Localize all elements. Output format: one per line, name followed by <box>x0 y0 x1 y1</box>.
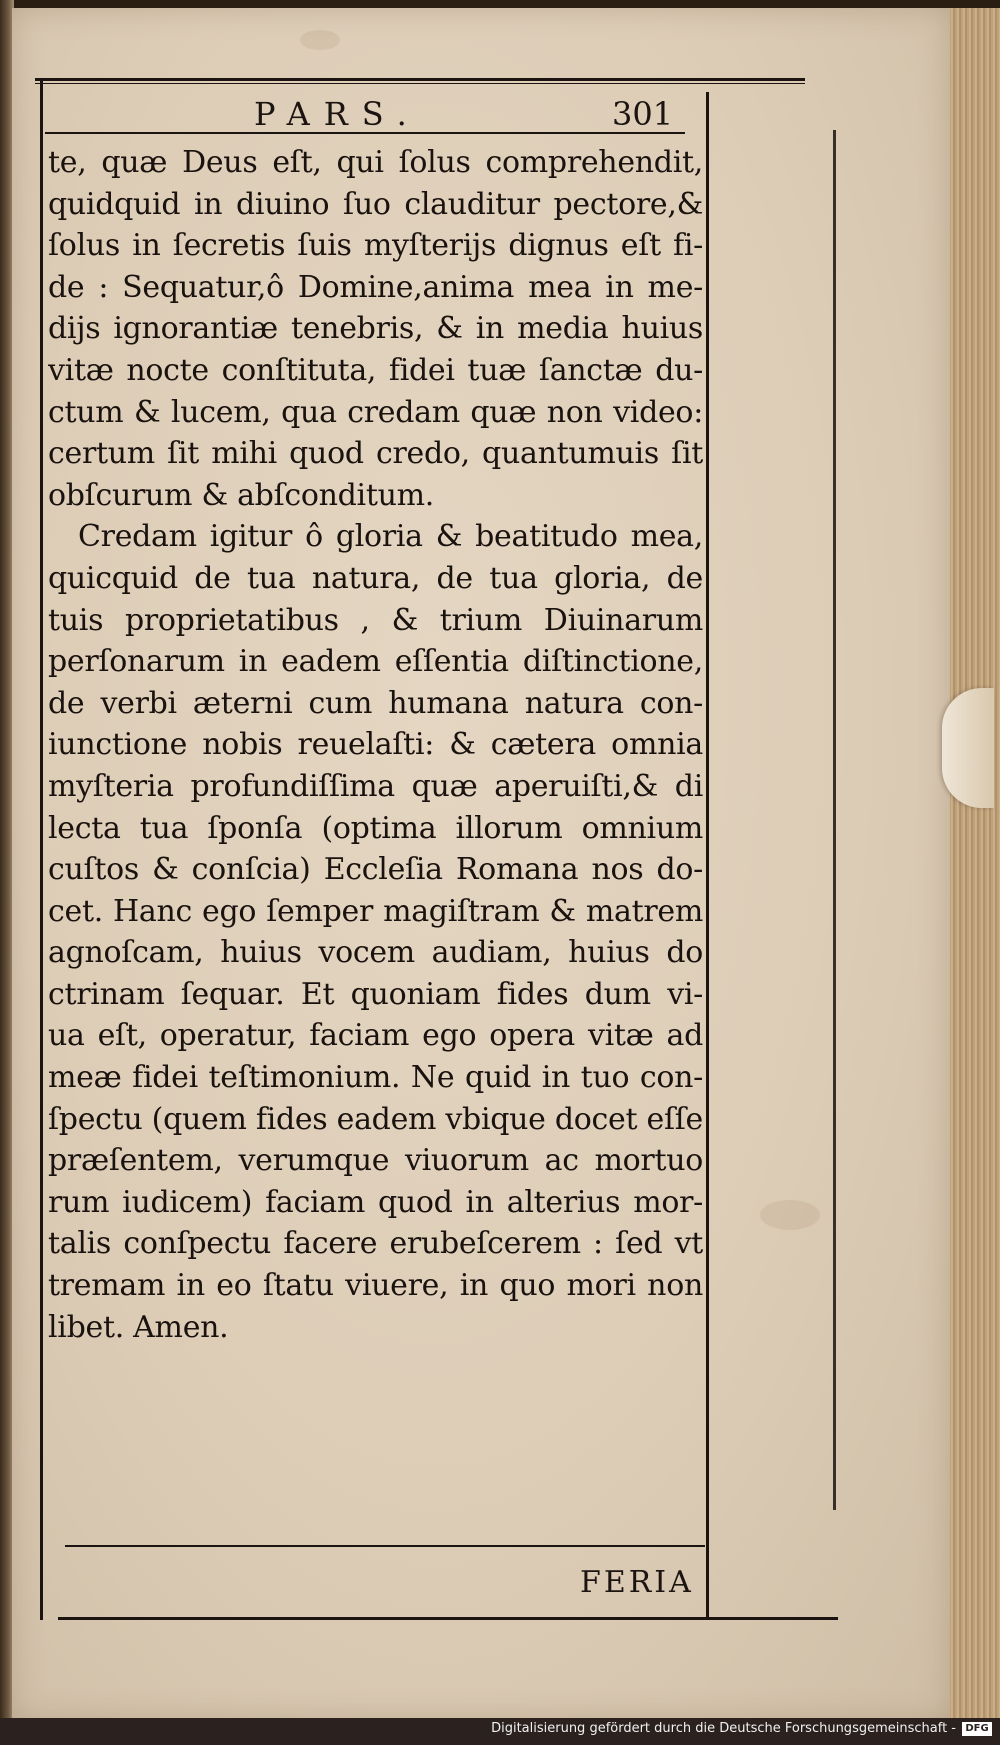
text-line: præſentem, verumque viuorum ac mortuo <box>48 1143 703 1179</box>
body-text <box>48 142 703 1348</box>
text-line: de : Sequatur,ô Domine,anima mea in me- <box>48 269 703 305</box>
text-line: ſpectu (quem fides eadem vbique docet eſſe <box>48 1101 703 1137</box>
text-line: dijs ignorantiæ tenebris, & in media huius <box>48 311 703 347</box>
running-head: PARS. <box>254 95 421 133</box>
frame-inner-bottom-rule <box>65 1545 705 1547</box>
text-line: vitæ nocte conſtituta, fidei tuæ ſanctæ du- <box>48 352 703 388</box>
paper-stain <box>300 30 340 50</box>
text-line: Credam igitur ô gloria & beatitudo mea, <box>78 519 703 555</box>
page-number: 301 <box>612 95 674 133</box>
text-line: quicquid de tua natura, de tua gloria, de <box>48 560 703 596</box>
text-line: talis conſpectu facere erubeſcerem : ſed vt <box>48 1226 703 1262</box>
text-line: agnoſcam, huius vocem audiam, huius do <box>48 935 703 971</box>
frame-top-rule <box>35 78 805 81</box>
page-stack-edge <box>950 8 1000 1720</box>
text-line: lecta tua ſponſa (optima illorum omnium <box>48 810 703 846</box>
catchword: FERIA <box>580 1565 694 1600</box>
text-line: ſolus in ſecretis ſuis myſterijs dignus eſt fi- <box>48 228 703 264</box>
text-line: de verbi æterni cum humana natura con- <box>48 685 703 721</box>
text-line: meæ fidei teſtimonium. Ne quid in tuo con- <box>48 1060 703 1096</box>
frame-top-inner-rule <box>35 83 805 84</box>
frame-right-rule <box>706 92 709 1620</box>
frame-bottom-rule <box>58 1617 838 1620</box>
paper-stain <box>760 1200 820 1230</box>
text-line: quidquid in diuino ſuo clauditur pectore,& <box>48 186 703 222</box>
text-line: cuſtos & conſcia) Eccleſia Romana nos do- <box>48 852 703 888</box>
digitization-credit: Digitalisierung gefördert durch die Deutsche Forschungsgemeinschaft - <box>491 1721 956 1736</box>
text-line: iunctione nobis reuelaſti: & cætera omnia <box>48 727 703 763</box>
text-line: certum ſit mihi quod credo, quantumuis ſit <box>48 436 703 472</box>
text-line: myſteria profundiſſima quæ aperuiſti,& di <box>48 768 703 804</box>
dfg-logo: DFG <box>962 1722 992 1736</box>
page-tab <box>942 688 994 808</box>
text-line: perſonarum in eadem eſſentia diſtinctione, <box>48 644 703 680</box>
text-line: rum iudicem) faciam quod in alterius mor- <box>48 1184 703 1220</box>
frame-left-rule <box>40 80 43 1620</box>
margin-bleed-line <box>833 130 836 1510</box>
text-line: te, quæ Deus eſt, qui ſolus comprehendit, <box>48 145 703 180</box>
text-line: tremam in eo ſtatu viuere, in quo mori non <box>48 1268 703 1304</box>
text-line: libet. Amen. <box>48 1309 229 1345</box>
text-line: obſcurum & abſconditum. <box>48 477 435 513</box>
text-line: ua eſt, operatur, faciam ego opera vitæ ad <box>48 1018 703 1054</box>
text-line: cet. Hanc ego ſemper magiſtram & matrem <box>48 893 703 929</box>
text-line: ctrinam ſequar. Et quoniam fides dum vi- <box>48 976 703 1012</box>
text-line: ctum & lucem, qua credam quæ non video: <box>48 394 703 430</box>
text-line: tuis proprietatibus , & trium Diuinarum <box>48 602 703 638</box>
